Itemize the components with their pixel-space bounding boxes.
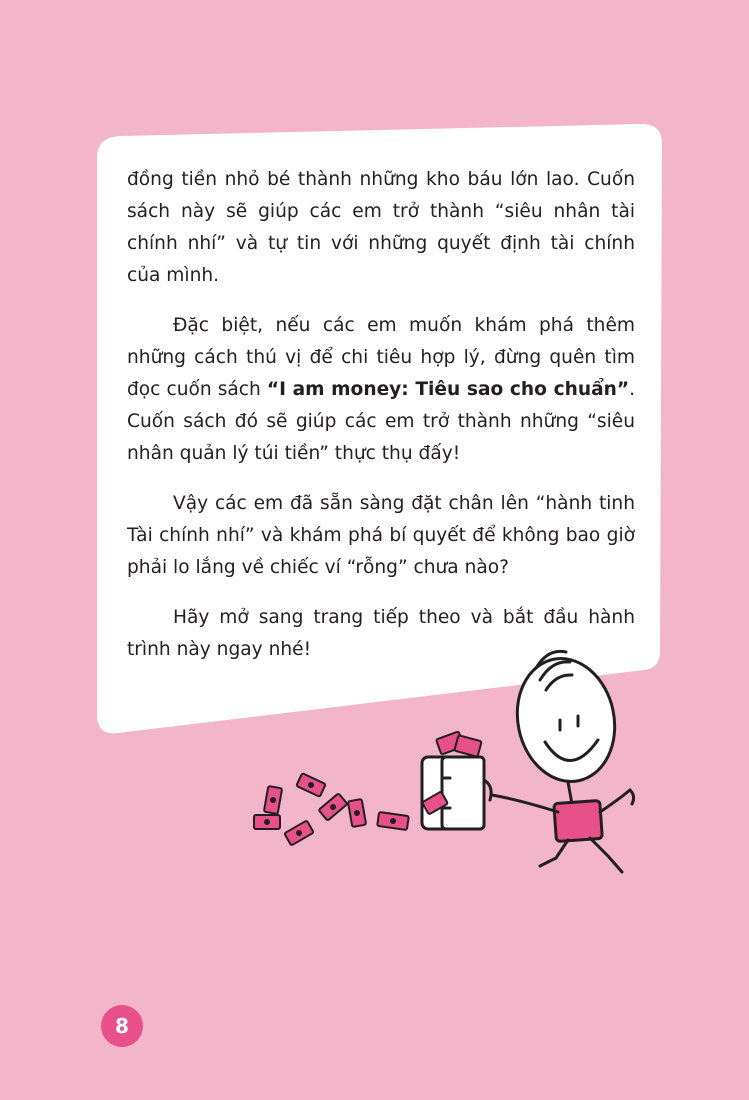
- paragraph-1: đồng tiền nhỏ bé thành những kho báu lớn lao. Cuốn sách này sẽ giúp các em trở thành “siêu nhân tài chính nhí” và tự tin với những quyết định tài chính của mình.: [127, 169, 635, 286]
- body-text: [127, 164, 635, 684]
- paragraph-2-text-b: . Cuốn sách đó sẽ giúp các em trở thành những “siêu nhân quản lý túi tiền” thực thụ đấy!: [127, 379, 635, 464]
- character-running-with-wallet-icon: [240, 635, 660, 885]
- paragraph-3: Vậy các em đã sẵn sàng đặt chân lên “hành tinh Tài chính nhí” và khám phá bí quyết để không bao giờ phải lo lắng về chiếc ví “rỗng” chưa nào?: [127, 493, 635, 578]
- paragraph-2-text-a: Đặc biệt, nếu các em muốn khám phá thêm những cách thú vị để chi tiêu hợp lý, đừng quên tìm đọc cuốn sách: [127, 315, 635, 400]
- paragraph-4: Hãy mở sang trang tiếp theo và bắt đầu hành trình này ngay nhé!: [127, 607, 635, 660]
- paragraph-2: [127, 310, 635, 470]
- page-number: 8: [101, 1005, 143, 1047]
- book-title: “I am money: Tiêu sao cho chuẩn”: [266, 379, 630, 400]
